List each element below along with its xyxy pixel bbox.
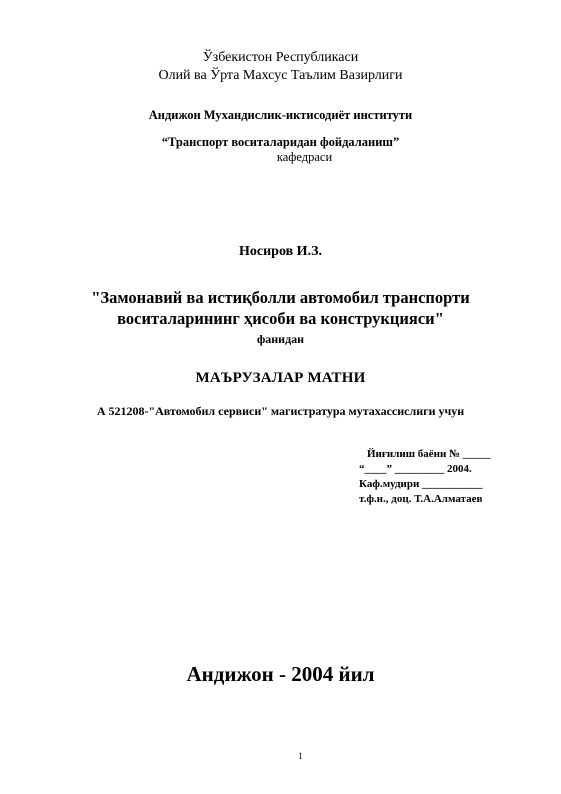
department-word: кафедраси xyxy=(276,150,333,164)
subject-line-1: "Замонавий ва истиқболли автомобил транспорти xyxy=(91,288,470,307)
document-title: МАЪРУЗАЛАР МАТНИ xyxy=(195,370,366,386)
approval-date-line: “____” _________ 2004. xyxy=(359,463,472,475)
approval-head-line: Каф.мудири ___________ xyxy=(359,478,483,490)
department-name: “Транспорт воситаларидан фойдаланиш” xyxy=(161,135,400,149)
subject-line-2: воситаларининг ҳисоби ва конструкцияси" xyxy=(117,309,444,328)
page-number: 1 xyxy=(298,751,303,761)
country-name: Ўзбекистон Республикаси xyxy=(202,50,359,65)
ministry-name: Олий ва Ўрта Махсус Таълим Вазирлиги xyxy=(158,68,403,83)
approval-signatory-line: т.ф.н., доц. Т.А.Алматаев xyxy=(359,493,483,505)
approval-protocol-line: Йиғилиш баёни № _____ xyxy=(367,448,491,460)
city-year: Андижон - 2004 йил xyxy=(186,662,375,686)
speciality-line: А 521208-"Автомобил сервиси" магистратура мутахассислиги учун xyxy=(96,404,465,418)
institute-name: Андижон Мухандислик-иктисодиёт институти xyxy=(148,108,413,122)
subject-line-3: фанидан xyxy=(256,332,305,346)
author-name: Носиров И.З. xyxy=(239,244,322,259)
